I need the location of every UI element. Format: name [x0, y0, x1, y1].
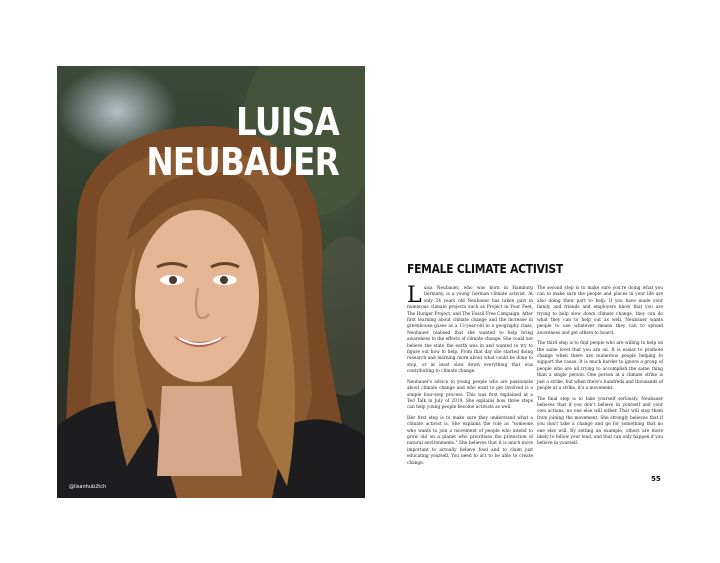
paragraph: The second step is to make sure you're doing what you can to make sure the people and places in your life are also doing their part to help. If you have made your family and friends and employers know that you are trying to help slow down climate change, they can do what they can to help out as well. Neubauer wants people to use whatever means they can to spread awareness and get others to board.	[537, 286, 663, 336]
portrait-photo	[57, 66, 365, 498]
dropcap: L	[407, 283, 422, 308]
page-title	[146, 102, 339, 182]
paragraph	[407, 283, 533, 376]
article-column-left	[407, 283, 533, 471]
paragraph: The third step is to find people who are willing to help on the same level that you are on. It is easier to promote change when there are numerous people helping to support the cause. It is much harder to ignore a group of people who are all trying to accomplish the same thing than a single person. One person at a climate strike is just a strike, but when there's hundreds and thousands of people at a strike, it's a movement.	[537, 341, 663, 392]
subtitle: FEMALE CLIMATE ACTIVIST	[407, 261, 563, 276]
paragraph: The final step is to take yourself seriously. Neubauer believes that if you don't believe in yourself and your own actions, no one else will either. That will stop them from joining the movement. She strongly believes that if you don't take a change and go for something that no one else will. By setting an example, others are more likely to follow your lead, and that can only happen if you believe in yourself.	[537, 396, 663, 447]
paragraph-text: uisa Neubauer, who was born in Hamburg Germany, is a young German climate activist. At only 24 years old Neubauer has taken part in numerous climate projects such as Project in Your Feet, The Hunger Project, and The Fossil Free Campaign. After first learning about climate change and the increase in greenhouse gases as a 13-year-old in a geography class, Neubauer realised that she wanted to help bring awareness to the effects of climate change. She could not believe the state the earth was in and wanted to try to figure out how to help. From that day she started doing research and learning more about what could be done to stop, or at least slow down everything that was contributing to climate change.	[407, 286, 533, 375]
paragraph: Neubauer's advice to young people who are passionate about climate change and who want to get involved is a simple four-step process. This was first explained at a Ted Talk in July of 2019. She explains how three steps can help young people become activists as well.	[407, 379, 533, 411]
article-column-right	[537, 286, 663, 452]
paragraph: Her first step is to make sure they understand what a climate activist is. She explains the role as "someone who wants to join a movement of people who intend to grow old on a planet who prioritises the protection of natural environments." She believes that it is much more important to actually believe food and to claim just educating yourself. You need to act to be able to create change.	[407, 415, 533, 466]
title-line-1: LUISA	[236, 100, 339, 144]
page-number: 55	[651, 475, 661, 483]
photo-credit: @lisanhub2tch	[69, 484, 107, 490]
title-line-2: NEUBAUER	[146, 140, 339, 184]
